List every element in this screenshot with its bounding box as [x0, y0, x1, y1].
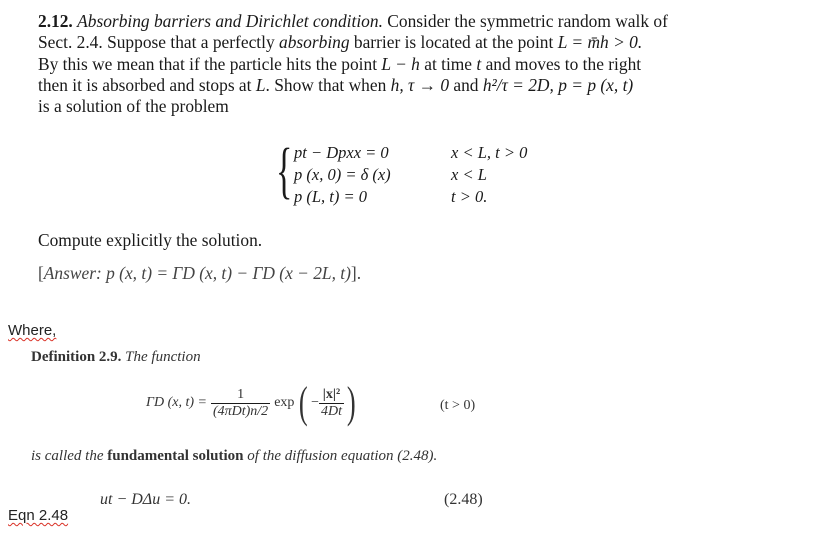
tail-text: is called the	[31, 448, 104, 464]
problem-math: L	[255, 74, 266, 95]
definition-heading	[31, 349, 201, 366]
system-conditions	[451, 142, 527, 208]
problem-math: t	[476, 53, 482, 74]
exponent-fraction	[319, 387, 344, 420]
system-brace: {	[276, 137, 293, 205]
definition-formula	[146, 378, 359, 427]
problem-line-2	[38, 32, 796, 53]
problem-line-3	[38, 54, 796, 75]
answer-label: Answer:	[43, 263, 102, 283]
problem-text: at time	[419, 53, 477, 74]
system-equations	[294, 142, 391, 208]
system-cond-3: t > 0.	[451, 187, 488, 206]
problem-math: h, τ → 0	[390, 74, 450, 95]
exp-label: exp	[274, 395, 295, 410]
equation-formula: ut − DΔu = 0.	[100, 491, 191, 508]
compute-text: Compute explicitly the solution.	[38, 230, 263, 250]
problem-text: and moves to the right	[481, 53, 642, 74]
problem-number: 2.12.	[38, 11, 73, 31]
equation-number: (2.48)	[444, 491, 483, 508]
tail-bold: fundamental solution	[107, 448, 244, 464]
answer-open: [	[38, 263, 44, 283]
problem-math: L = m̄h > 0.	[557, 32, 643, 53]
eqn-note: Eqn 2.48	[8, 507, 69, 524]
exponent-numerator: |x|²	[319, 387, 344, 404]
problem-text: then it is absorbed and stops at	[38, 74, 256, 95]
gamma-lhs: ΓD (x, t) =	[146, 395, 207, 410]
problem-line-1	[38, 11, 796, 32]
problem-line-5	[38, 96, 796, 117]
answer-line	[38, 263, 361, 284]
system-cond-2: x < L	[451, 165, 487, 184]
answer-close: ].	[350, 263, 362, 283]
problem-text: and	[449, 74, 483, 95]
where-note: Where,	[8, 322, 57, 339]
problem-math: h²/τ = 2D, p = p (x, t)	[482, 74, 634, 95]
problem-text: . Show that when	[265, 74, 391, 95]
problem-line-4	[38, 75, 796, 96]
problem-block	[38, 11, 796, 117]
problem-text: is a solution of the problem	[38, 96, 229, 117]
tail-text: of the diffusion equation (2.48).	[247, 448, 438, 464]
problem-math: L − h	[381, 53, 420, 74]
problem-text: Sect. 2.4. Suppose that a perfectly	[38, 32, 279, 53]
right-paren: )	[346, 378, 356, 427]
definition-condition: (t > 0)	[440, 398, 476, 413]
fraction-numerator: 1	[211, 387, 270, 404]
answer-formula: p (x, t) = ΓD (x, t) − ΓD (x − 2L, t)	[106, 263, 351, 283]
definition-tail	[31, 448, 437, 465]
fraction-denominator: (4πDt)n/2	[212, 403, 269, 419]
problem-emph: absorbing	[279, 32, 350, 53]
problem-text: By this we mean that if the particle hits the point	[38, 53, 382, 74]
normalizing-fraction	[211, 387, 270, 420]
problem-text: barrier is located at the point	[349, 32, 558, 53]
problem-text: Consider the symmetric random walk of	[387, 11, 668, 31]
system-eq-2: p (x, 0) = δ (x)	[294, 165, 391, 184]
system-eq-3: p (L, t) = 0	[294, 187, 368, 206]
system-eq-1: pt − Dpxx = 0	[294, 143, 389, 162]
exponent-denominator: 4Dt	[320, 403, 342, 419]
definition-lead: The function	[125, 349, 201, 365]
problem-title: Absorbing barriers and Dirichlet condition.	[77, 11, 383, 31]
minus-sign: −	[311, 395, 319, 410]
system-cond-1: x < L, t > 0	[451, 143, 528, 162]
definition-label: Definition 2.9.	[31, 349, 122, 365]
left-paren: (	[299, 378, 309, 427]
